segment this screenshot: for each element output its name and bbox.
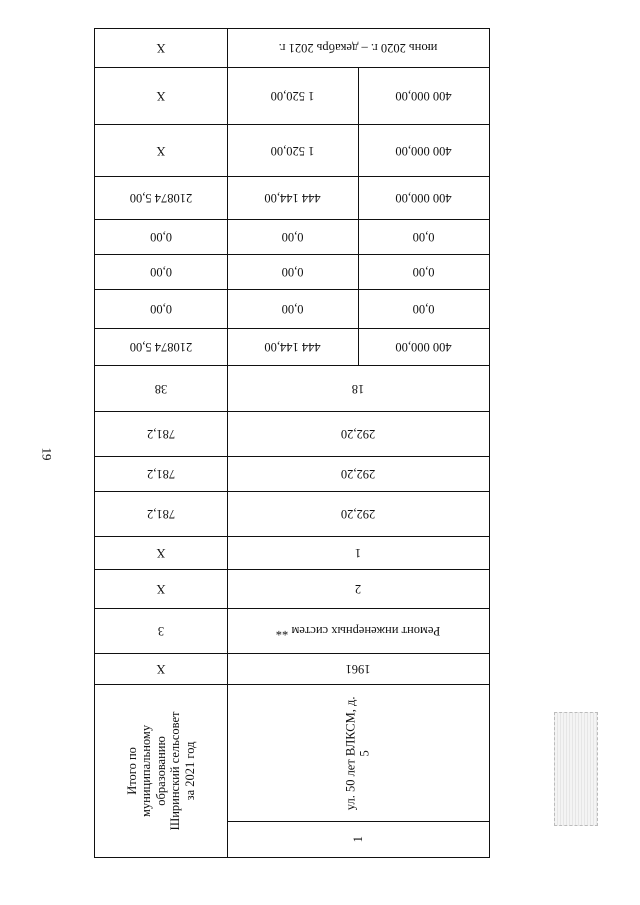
- row-15-col-a: X: [156, 662, 166, 677]
- address-cell: [227, 685, 489, 821]
- header-period: июнь 2020 г. – декабрь 2021 г.: [278, 41, 438, 56]
- total-label-cell: [95, 685, 227, 857]
- row-3-col-c: 400 000,00: [395, 191, 452, 206]
- row-12-col-a: X: [156, 546, 166, 561]
- row-6-col-b: 0,00: [281, 302, 304, 317]
- row-3-col-a: 210874 5,00: [129, 191, 193, 206]
- row-14-col-b: Ремонт инженерных систем **: [275, 624, 441, 639]
- row-2-col-a: X: [156, 143, 166, 158]
- row-5-col-a: 0,00: [150, 265, 172, 280]
- row-13-col-a: X: [156, 582, 166, 597]
- row-9-col-b: 292,20: [340, 427, 376, 442]
- row-6-col-a: 0,00: [150, 302, 172, 317]
- row-9-col-a: 781,2: [146, 427, 176, 442]
- row-2-col-c: 400 000,00: [395, 143, 452, 158]
- row-4-col-c: 0,00: [412, 230, 435, 245]
- header-cross: X: [156, 41, 166, 56]
- row-8-col-b: 18: [351, 381, 365, 396]
- inner-column-divider: [358, 68, 359, 365]
- row-3-col-b: 444 144,00: [264, 191, 321, 206]
- row-7-col-a: 210874 5,00: [129, 340, 193, 355]
- row-11-col-a: 781,2: [146, 507, 176, 522]
- stamp-image: [554, 712, 598, 826]
- row-11-col-b: 292,20: [340, 507, 376, 522]
- row-10-col-b: 292,20: [340, 467, 376, 482]
- row-1-col-c: 400 000,00: [395, 89, 452, 104]
- total-label: Итого по муниципальному образованию Ширинский сельсовет за 2021 год: [125, 711, 197, 831]
- index: 1: [350, 836, 365, 843]
- row-1-col-a: X: [156, 89, 166, 104]
- row-6-col-c: 0,00: [412, 302, 435, 317]
- row-5-col-b: 0,00: [281, 265, 304, 280]
- row-14-col-a: 3: [157, 624, 165, 639]
- page-number: 19: [39, 447, 55, 461]
- data-table: [94, 28, 490, 858]
- row-8-col-a: 38: [154, 381, 168, 396]
- index-cell: [227, 822, 489, 857]
- row-15-col-b: 1961: [345, 662, 371, 677]
- address: ул. 50 лет ВЛКСМ, д. 5: [343, 696, 372, 810]
- row-13-col-b: 2: [354, 582, 362, 597]
- row-12-col-b: 1: [354, 546, 362, 561]
- row-5-col-c: 0,00: [412, 265, 435, 280]
- row-4-col-b: 0,00: [281, 230, 304, 245]
- row-7-col-c: 400 000,00: [395, 340, 452, 355]
- row-2-col-b: 1 520,00: [270, 143, 315, 158]
- row-4-col-a: 0,00: [150, 230, 172, 245]
- row-1-col-b: 1 520,00: [270, 89, 315, 104]
- row-10-col-a: 781,2: [146, 467, 176, 482]
- row-7-col-b: 444 144,00: [264, 340, 321, 355]
